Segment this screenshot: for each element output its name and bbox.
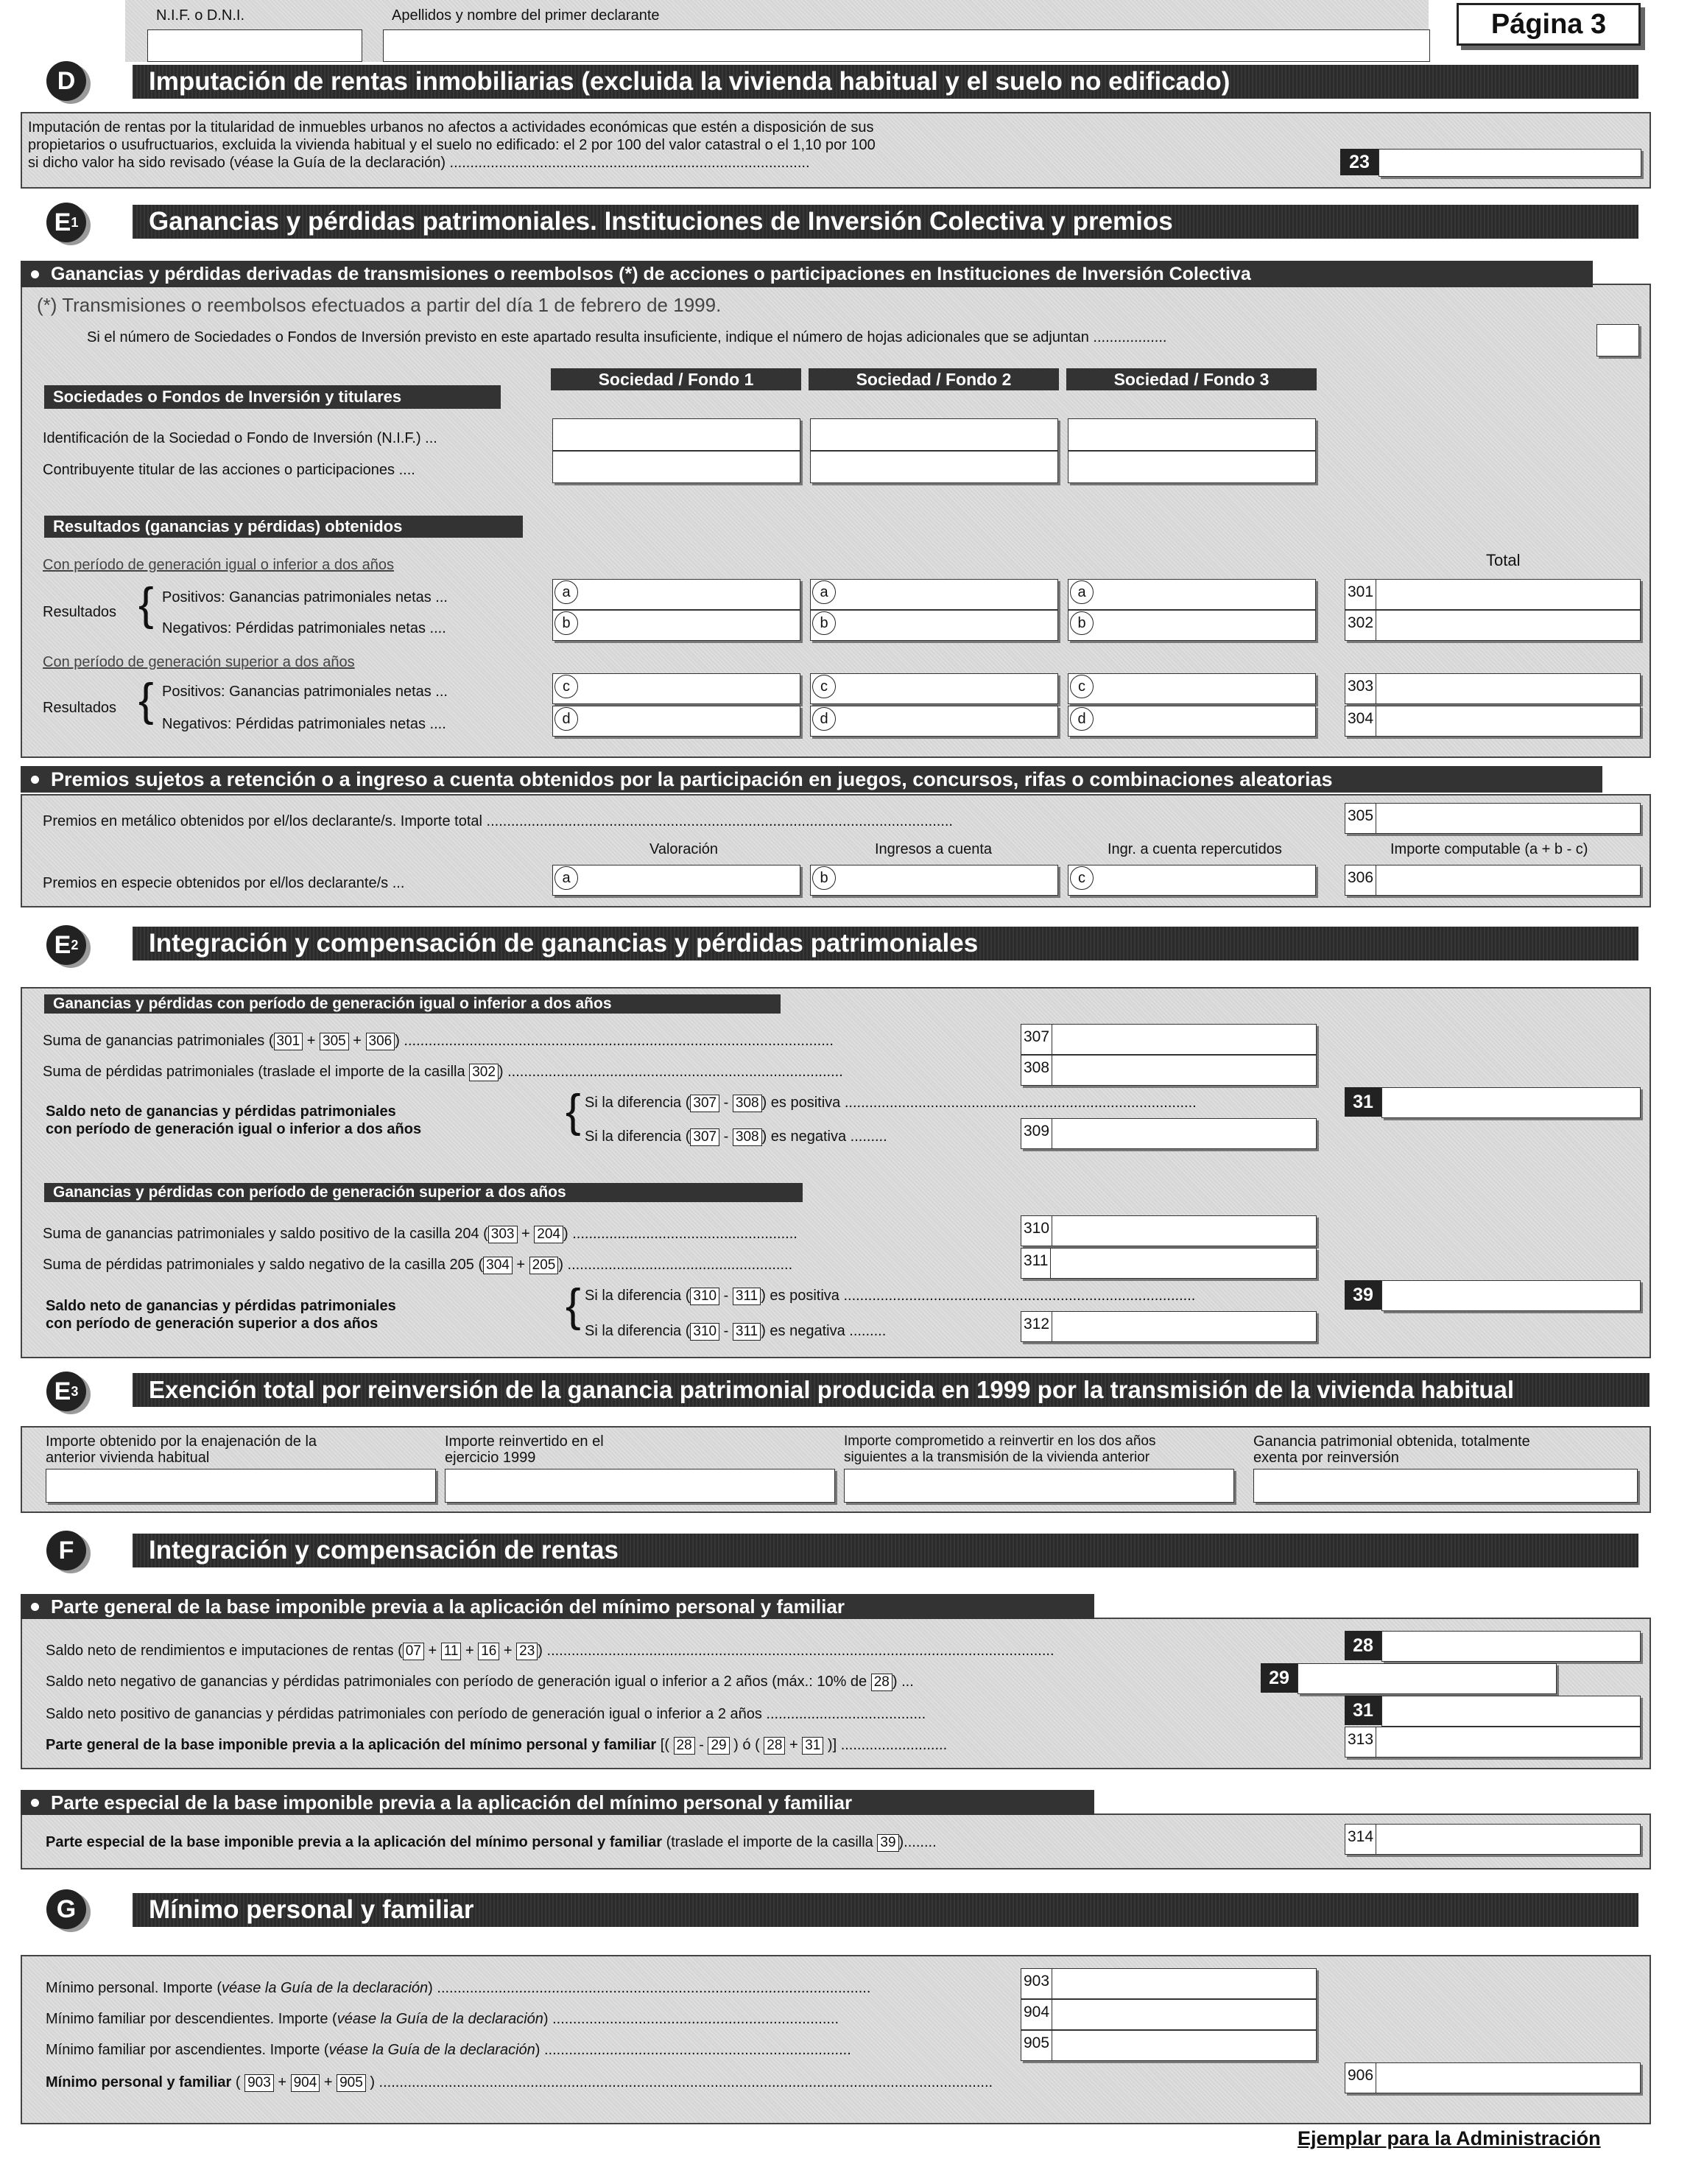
ident-label: Identificación de la Sociedad o Fondo de Inversión (N.I.F.) ... (43, 430, 437, 446)
circle-b-label: b (812, 611, 836, 635)
box-303-field[interactable] (1345, 673, 1641, 704)
section-d-badge: D (46, 61, 86, 101)
prizes-kind-label: Premios en especie obtenidos por el/los declarante/s ... (43, 875, 405, 891)
box-312-code: 312 (1021, 1312, 1052, 1341)
box-307-field[interactable] (1021, 1024, 1317, 1055)
e3-field1-label-1: Importe obtenido por la enajenación de la (46, 1433, 317, 1450)
fund3-negative-long[interactable] (1068, 706, 1316, 737)
f-row1-label: Saldo neto de rendimientos e imputaciones de rentas ( 07 + 11 + 16 + 23 ) ............................................................................................................................ (46, 1643, 1055, 1659)
brace-net-long: { (566, 1280, 581, 1331)
col-head-fund-1: Sociedad / Fondo 1 (551, 368, 801, 390)
e3-field2-label-2: ejercicio 1999 (445, 1450, 536, 1466)
fund3-positive-short[interactable] (1068, 579, 1316, 610)
col-ingresos-label: Ingresos a cuenta (875, 841, 992, 857)
e3-field4[interactable] (1253, 1469, 1638, 1503)
results-label-long: Resultados (43, 700, 117, 716)
fund3-negative-short[interactable] (1068, 610, 1316, 641)
col-repercutidos-label: Ingr. a cuenta repercutidos (1108, 841, 1282, 857)
long-period-label: Con período de generación superior a dos años (43, 654, 355, 670)
fund3-positive-long[interactable] (1068, 673, 1316, 704)
box-28-code: 28 (1345, 1631, 1381, 1660)
holder-fund-2[interactable] (810, 451, 1058, 483)
box-305-field[interactable] (1345, 803, 1641, 834)
box-306-code: 306 (1345, 865, 1376, 895)
prizes-cash-label: Premios en metálico obtenidos por el/los declarante/s. Importe total .................................................................................................................. (43, 813, 953, 829)
circle-c-label: c (1070, 675, 1094, 698)
box-309-field[interactable] (1021, 1118, 1317, 1149)
holder-label: Contribuyente titular de las acciones o participaciones .... (43, 462, 415, 478)
box-313-field[interactable] (1345, 1727, 1641, 1758)
box-310-field[interactable] (1021, 1215, 1317, 1246)
g-row2-label: Mínimo familiar por descendientes. Importe (véase la Guía de la declaración) ...................................................................... (46, 2011, 839, 2027)
section-g-badge: G (46, 1889, 86, 1929)
box-39-field[interactable] (1381, 1280, 1641, 1311)
g-row4-label: Mínimo personal y familiar ( 903 + 904 + 905 ) ...................................................................................................................................................... (46, 2074, 993, 2090)
box-906-code: 906 (1345, 2063, 1376, 2093)
iic-subtitle-bar (21, 261, 1593, 287)
box-904-code: 904 (1021, 2000, 1052, 2029)
section-e1-title: Ganancias y pérdidas patrimoniales. Instituciones de Inversión Colectiva y premios (133, 205, 1638, 239)
circle-d-label: d (812, 707, 836, 731)
box-311-field[interactable] (1021, 1248, 1317, 1279)
e3-field4-label-1: Ganancia patrimonial obtenida, totalmente (1253, 1433, 1530, 1450)
net-short-negative-label: Si la diferencia ( 307 - 308 ) es negativa ......... (585, 1128, 887, 1145)
box-301-field[interactable] (1345, 579, 1641, 610)
circle-d-label: d (1070, 707, 1094, 731)
e3-field3[interactable] (844, 1469, 1234, 1503)
net-short-positive-label: Si la diferencia ( 307 - 308 ) es positiva ...................................................................................... (585, 1095, 1197, 1111)
fund1-positive-long[interactable] (552, 673, 800, 704)
box-23-code: 23 (1340, 149, 1379, 175)
box-305-code: 305 (1345, 804, 1376, 833)
col-head-fund-3: Sociedad / Fondo 3 (1066, 368, 1317, 390)
circle-a-label: a (554, 580, 578, 604)
prizes-repercutidos-field[interactable] (1068, 865, 1316, 896)
bullet-icon (31, 776, 39, 784)
net-long-positive-label: Si la diferencia ( 310 - 311 ) es positiva ...................................................................................... (585, 1288, 1196, 1304)
prizes-ingresos-field[interactable] (810, 865, 1058, 896)
box-903-code: 903 (1021, 1969, 1052, 1998)
section-e3-title: Exención total por reinversión de la ganancia patrimonial producida en 1999 por la transmisión de la vivienda habitual (133, 1373, 1649, 1407)
sum-gains-long-label: Suma de ganancias patrimoniales y saldo positivo de la casilla 204 ( 303 + 204 ) ....................................................... (43, 1226, 798, 1242)
circle-a-label: a (554, 866, 578, 890)
section-f-title: Integración y compensación de rentas (133, 1534, 1638, 1567)
circle-a-label: a (1070, 580, 1094, 604)
section-d-title: Imputación de rentas inmobiliarias (excluida la vivienda habitual y el suelo no edificado) (133, 65, 1638, 99)
prizes-valoracion-field[interactable] (552, 865, 800, 896)
name-field[interactable] (383, 29, 1430, 62)
circle-c-label: c (1070, 866, 1094, 890)
box-905-field[interactable] (1021, 2030, 1317, 2061)
prizes-subtitle: Premios sujetos a retención o a ingreso a cuenta obtenidos por la participación en juegos, concursos, rifas o combinaciones aleatorias (51, 768, 1333, 790)
section-d-text-3: si dicho valor ha sido revisado (véase la Guía de la declaración) ........................................................................................ (28, 155, 810, 171)
negative-label-short: Negativos: Pérdidas patrimoniales netas .... (162, 620, 446, 636)
sum-gains-label: Suma de ganancias patrimoniales ( 301 + 305 + 306 ) ......................................................................................................... (43, 1033, 834, 1049)
section-e3-badge: E 3 (46, 1372, 86, 1411)
box-31-code: 31 (1345, 1087, 1381, 1117)
brace-short: { (138, 579, 154, 630)
fund2-positive-long[interactable] (810, 673, 1058, 704)
bullet-icon (31, 270, 39, 278)
box-31f-field[interactable] (1381, 1696, 1641, 1727)
extra-sheets-field[interactable] (1596, 324, 1639, 357)
sum-losses-label: Suma de pérdidas patrimoniales (traslade el importe de la casilla 302 ) .................................................................................. (43, 1064, 843, 1080)
box-303-code: 303 (1345, 674, 1376, 703)
sum-losses-long-label: Suma de pérdidas patrimoniales y saldo negativo de la casilla 205 ( 304 + 205 ) ....................................................... (43, 1257, 793, 1273)
box-23-field[interactable] (1379, 149, 1641, 177)
box-310-code: 310 (1021, 1216, 1052, 1246)
section-e1-badge: E 1 (46, 203, 86, 242)
box-904-field[interactable] (1021, 1999, 1317, 2030)
short-period-label: Con período de generación igual o inferior a dos años (43, 557, 394, 573)
holder-fund-3[interactable] (1068, 451, 1316, 483)
box-39-code: 39 (1345, 1280, 1381, 1310)
section-g-title: Mínimo personal y familiar (133, 1893, 1638, 1927)
f-row4-label: Parte general de la base imponible previa a la aplicación del mínimo personal y familiar [( 28 - 29 ) ó ( 28 + 31 )] .......................... (46, 1737, 948, 1753)
fund2-negative-long[interactable] (810, 706, 1058, 737)
box-309-code: 309 (1021, 1119, 1052, 1148)
e3-field3-label-1: Importe comprometido a reinvertir en los dos años (844, 1433, 1156, 1449)
g-row1-label: Mínimo personal. Importe (véase la Guía de la declaración) .......................................................................................................... (46, 1980, 871, 1996)
box-302-code: 302 (1345, 611, 1376, 640)
positive-label-long: Positivos: Ganancias patrimoniales netas ... (162, 684, 448, 700)
brace-long: { (138, 675, 154, 726)
section-e2-title: Integración y compensación de ganancias y pérdidas patrimoniales (133, 927, 1638, 961)
fund2-negative-short[interactable] (810, 610, 1058, 641)
f-row2-label: Saldo neto negativo de ganancias y pérdidas patrimoniales con período de generación igual o inferior a 2 años (máx.: 10% de 28 ) ... (46, 1674, 914, 1690)
e3-field4-label-2: exenta por reinversión (1253, 1450, 1399, 1466)
f-row3-label: Saldo neto positivo de ganancias y pérdidas patrimoniales con período de generación igual o inferior a 2 años ....................................... (46, 1706, 926, 1722)
section-d-text-2: propietarios o usufructuarios, excluida la vivienda habitual y el suelo no edificado: el 2 por 100 del valor catastral o el 1,10 por 100 (28, 137, 876, 153)
e3-field1-label-2: anterior vivienda habitual (46, 1450, 210, 1466)
box-308-field[interactable] (1021, 1055, 1317, 1086)
section-f-badge: F (46, 1531, 86, 1570)
holder-fund-1[interactable] (552, 451, 800, 483)
col-computable-label: Importe computable (a + b - c) (1390, 841, 1588, 857)
box-307-code: 307 (1021, 1025, 1052, 1054)
special-base-label: Parte especial de la base imponible previa a la aplicación del mínimo personal y familiar (traslade el importe de la casilla 39 )........ (46, 1834, 937, 1850)
fund1-negative-long[interactable] (552, 706, 800, 737)
box-903-field[interactable] (1021, 1968, 1317, 1999)
box-28-field[interactable] (1381, 1631, 1641, 1662)
nif-label: N.I.F. o D.N.I. (156, 7, 245, 24)
ident-fund-2[interactable] (810, 418, 1058, 451)
box-312-field[interactable] (1021, 1311, 1317, 1342)
col-head-fund-2: Sociedad / Fondo 2 (809, 368, 1059, 390)
net-long-negative-label: Si la diferencia ( 310 - 311 ) es negativa ......... (585, 1323, 887, 1339)
e3-field2-label-1: Importe reinvertido en el (445, 1433, 604, 1450)
box-313-code: 313 (1345, 1727, 1376, 1757)
box-29-field[interactable] (1298, 1663, 1557, 1694)
box-905-code: 905 (1021, 2031, 1052, 2060)
section-d-text-1: Imputación de rentas por la titularidad de inmuebles urbanos no afectos a actividades económicas que estén a disposición de sus (28, 119, 874, 136)
circle-d-label: d (554, 707, 578, 731)
box-29-code: 29 (1261, 1663, 1298, 1693)
bullet-icon (31, 1799, 39, 1807)
net-short-label-2: con período de generación igual o inferior a dos años (46, 1121, 422, 1137)
g-row3-label: Mínimo familiar por ascendientes. Importe (véase la Guía de la declaración) ........................................................................... (46, 2042, 851, 2058)
special-base-subtitle: Parte especial de la base imponible previa a la aplicación del mínimo personal y familiar (51, 1791, 853, 1813)
circle-c-label: c (812, 675, 836, 698)
page-number-box (1457, 3, 1641, 46)
positive-label-short: Positivos: Ganancias patrimoniales netas ... (162, 589, 448, 605)
section-e2-badge: E 2 (46, 925, 86, 965)
name-label: Apellidos y nombre del primer declarante (392, 7, 660, 24)
box-302-field[interactable] (1345, 610, 1641, 641)
e3-field1[interactable] (46, 1469, 436, 1503)
results-label-short: Resultados (43, 604, 117, 620)
brace-net-short: { (566, 1086, 581, 1137)
short-gains-header: Ganancias y pérdidas con período de generación igual o inferior a dos años (44, 994, 781, 1014)
fund2-positive-short[interactable] (810, 579, 1058, 610)
box-314-code: 314 (1345, 1825, 1376, 1854)
box-304-field[interactable] (1345, 706, 1641, 737)
col-valoracion-label: Valoración (649, 841, 719, 857)
box-301-code: 301 (1345, 580, 1376, 609)
circle-b-label: b (812, 866, 836, 890)
circle-c-label: c (554, 675, 578, 698)
box-308-code: 308 (1021, 1056, 1052, 1085)
box-31-field[interactable] (1381, 1087, 1641, 1118)
box-304-code: 304 (1345, 706, 1376, 736)
results-header: Resultados (ganancias y pérdidas) obtenidos (44, 516, 523, 538)
box-311-code: 311 (1021, 1249, 1051, 1278)
ident-fund-3[interactable] (1068, 418, 1316, 451)
total-label: Total (1486, 551, 1521, 569)
fund1-positive-short[interactable] (552, 579, 800, 610)
iic-subtitle: Ganancias y pérdidas derivadas de transmisiones o reembolsos (*) de acciones o participaciones en Instituciones de Inversión Colectiva (51, 263, 1251, 284)
negative-label-long: Negativos: Pérdidas patrimoniales netas .... (162, 716, 446, 732)
fund1-negative-short[interactable] (552, 610, 800, 641)
iic-note: (*) Transmisiones o reembolsos efectuados a partir del día 1 de febrero de 1999. (37, 294, 722, 316)
long-gains-header: Ganancias y pérdidas con período de generación superior a dos años (44, 1183, 803, 1202)
net-long-label-1: Saldo neto de ganancias y pérdidas patrimoniales (46, 1298, 396, 1314)
e3-field2[interactable] (445, 1469, 835, 1503)
funds-header: Sociedades o Fondos de Inversión y titulares (44, 385, 501, 409)
extra-sheets-label: Si el número de Sociedades o Fondos de Inversión previsto en este apartado resulta insuficiente, indique el número de hojas adicionales que se adjuntan .................. (87, 329, 1167, 345)
special-base-subtitle-bar (21, 1790, 1094, 1815)
net-long-label-2: con período de generación superior a dos años (46, 1316, 379, 1332)
circle-b-label: b (1070, 611, 1094, 635)
e3-field3-label-2: siguientes a la transmisión de la vivienda anterior (844, 1450, 1150, 1465)
general-base-subtitle-bar (21, 1594, 1094, 1619)
circle-b-label: b (554, 611, 578, 635)
circle-a-label: a (812, 580, 836, 604)
general-base-subtitle: Parte general de la base imponible previa a la aplicación del mínimo personal y familiar (51, 1595, 845, 1618)
box-306-field[interactable] (1345, 865, 1641, 896)
box-31f-code: 31 (1345, 1696, 1381, 1725)
box-314-field[interactable] (1345, 1824, 1641, 1855)
bullet-icon (31, 1603, 39, 1611)
prizes-subtitle-bar (21, 766, 1602, 793)
copy-label: Ejemplar para la Administración (1298, 2127, 1601, 2149)
box-906-field[interactable] (1345, 2062, 1641, 2093)
net-short-label-1: Saldo neto de ganancias y pérdidas patrimoniales (46, 1103, 396, 1120)
ident-fund-1[interactable] (552, 418, 800, 451)
page-number-label: Página 3 (1490, 8, 1607, 40)
nif-field[interactable] (147, 29, 362, 62)
